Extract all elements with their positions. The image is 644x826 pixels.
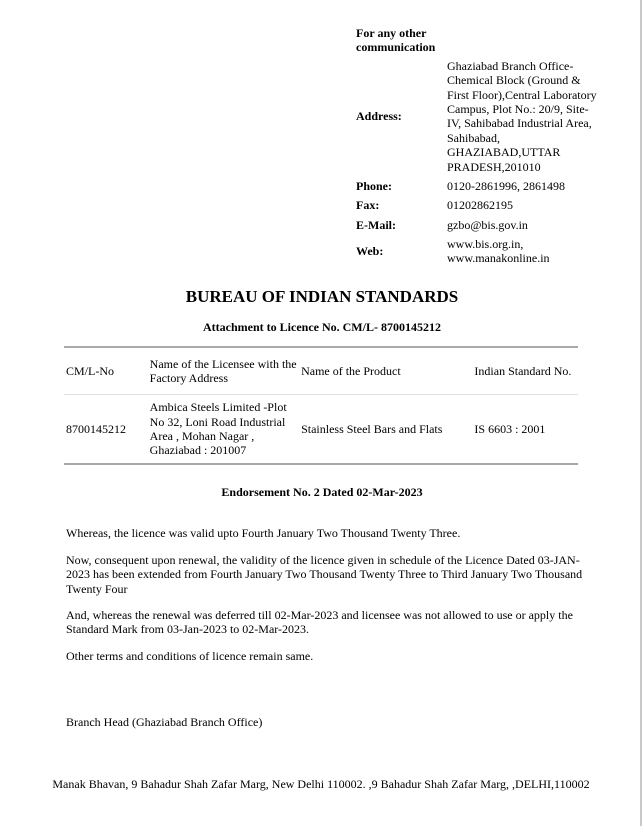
fax-value: 01202862195 <box>447 198 513 213</box>
cell-standard: IS 6603 : 2001 <box>474 421 546 436</box>
header-licensee: Name of the Licensee with the Factory Address <box>149 356 297 385</box>
email-value[interactable]: gzbo@bis.gov.in <box>447 217 528 232</box>
address-value: Ghaziabad Branch Office-Chemical Block (Ground & First Floor),Central Laboratory Campus, Plot No.: 20/9, Site-IV, Sahibabad Industrial Area, Sahibabad, GHAZIABAD,UTTAR PRADESH,201010 <box>447 58 597 174</box>
cell-licensee: Ambica Steels Limited -Plot No 32, Loni Road Industrial Area , Mohan Nagar , Ghaziabad : 201007 <box>149 400 287 458</box>
licence-table <box>64 346 578 465</box>
phone-value: 0120-2861996, 2861498 <box>447 178 565 193</box>
paragraph-renewal: Now, consequent upon renewal, the validity of the licence given in schedule of the Licence Dated 03-JAN-2023 has been extended from Fourth January Two Thousand Twenty Three to Third January Two Thousand Twenty Four <box>66 553 583 596</box>
header-cml-no: CM/L-No <box>66 363 114 378</box>
table-row <box>64 395 578 463</box>
licence-table-header <box>64 348 578 395</box>
contact-row-address <box>356 59 597 179</box>
email-label: E-Mail: <box>356 217 396 232</box>
attachment-subtitle: Attachment to Licence No. CM/L- 8700145212 <box>203 320 441 334</box>
paragraph-terms: Other terms and conditions of licence remain same. <box>66 649 314 663</box>
signature-line: Branch Head (Ghaziabad Branch Office) <box>66 715 263 729</box>
contact-row-email <box>356 218 597 237</box>
footer-address: Manak Bhavan, 9 Bahadur Shah Zafar Marg, New Delhi 110002. ,9 Bahadur Shah Zafar Marg, ,DELHI,110002 <box>52 777 590 791</box>
contact-heading: For any other communication <box>356 26 436 55</box>
endorsement-heading: Endorsement No. 2 Dated 02-Mar-2023 <box>221 485 423 499</box>
contact-table <box>356 59 597 271</box>
paragraph-deferral: And, whereas the renewal was deferred till 02-Mar-2023 and licensee was not allowed to use or apply the Standard Mark from 03-Jan-2023 to 02-Mar-2023. <box>66 608 573 637</box>
address-label: Address: <box>356 109 402 124</box>
contact-block <box>356 26 606 271</box>
cell-cml-no: 8700145212 <box>66 421 126 436</box>
contact-row-phone <box>356 179 597 198</box>
header-standard: Indian Standard No. <box>474 363 572 378</box>
fax-label: Fax: <box>356 198 380 213</box>
web-value[interactable]: www.bis.org.in, www.manakonline.in <box>447 237 550 266</box>
contact-row-fax <box>356 198 597 217</box>
header-product: Name of the Product <box>301 363 401 378</box>
contact-row-web <box>356 237 597 271</box>
paragraph-validity: Whereas, the licence was valid upto Fourth January Two Thousand Twenty Three. <box>66 526 461 540</box>
document-title: BUREAU OF INDIAN STANDARDS <box>185 287 459 306</box>
phone-label: Phone: <box>356 178 392 193</box>
web-label: Web: <box>356 244 384 259</box>
cell-product: Stainless Steel Bars and Flats <box>301 421 443 436</box>
